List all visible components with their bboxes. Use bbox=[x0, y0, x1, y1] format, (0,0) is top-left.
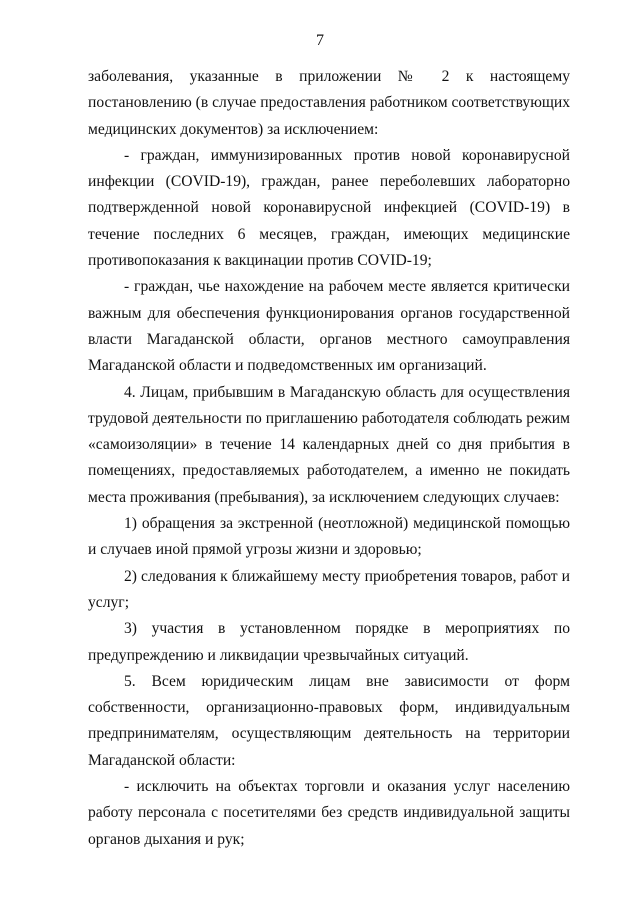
paragraph-item-5: 5. Всем юридическим лицам вне зависимости от форм собственности, организационно-правовых форм, индивидуальным предпринимателям, осуществляющим деятельность на территории Магаданской области: bbox=[88, 672, 570, 769]
paragraph-subitem-3: 3) участия в установленном порядке в мероприятиях по предупреждению и ликвидации чрезвычайных ситуаций. bbox=[88, 620, 570, 664]
page-number: 7 bbox=[316, 32, 324, 49]
paragraph-continuation: заболевания, указанные в приложении № 2 к настоящему постановлению (в случае предоставления работником соответствующих медицинских документов) за исключением: bbox=[88, 68, 570, 138]
paragraph-subitem-2: 2) следования к ближайшему месту приобретения товаров, работ и услуг; bbox=[88, 567, 570, 611]
document-body bbox=[88, 64, 570, 853]
paragraph-exception-immunized: - граждан, иммунизированных против новой коронавирусной инфекции (COVID-19), граждан, ранее переболевших лабораторно подтвержденной новой коронавирусной инфекцией (COVID-19) в течение последних 6 месяцев, граждан, имеющих медицинские противопоказания к вакцинации против COVID-19; bbox=[88, 146, 570, 270]
paragraph-item-4: 4. Лицам, прибывшим в Магаданскую область для осуществления трудовой деятельности по приглашению работодателя соблюдать режим «самоизоляции» в течение 14 календарных дней со дня прибытия в помещениях, предоставляемых работодателем, а именно не покидать места проживания (пребывания), за исключением следующих случаев: bbox=[88, 383, 570, 506]
paragraph-subitem-1: 1) обращения за экстренной (неотложной) медицинской помощью и случаев иной прямой угрозы жизни и здоровью; bbox=[88, 515, 570, 559]
paragraph-exception-critical-staff: - граждан, чье нахождение на рабочем месте является критически важным для обеспечения функционирования органов государственной власти Магаданской области, органов местного самоуправления Магаданской области и подведомственных им организаций. bbox=[88, 278, 570, 375]
paragraph-item-5-measure: - исключить на объектах торговли и оказания услуг населению работу персонала с посетителями без средств индивидуальной защиты органов дыхания и рук; bbox=[88, 778, 570, 848]
